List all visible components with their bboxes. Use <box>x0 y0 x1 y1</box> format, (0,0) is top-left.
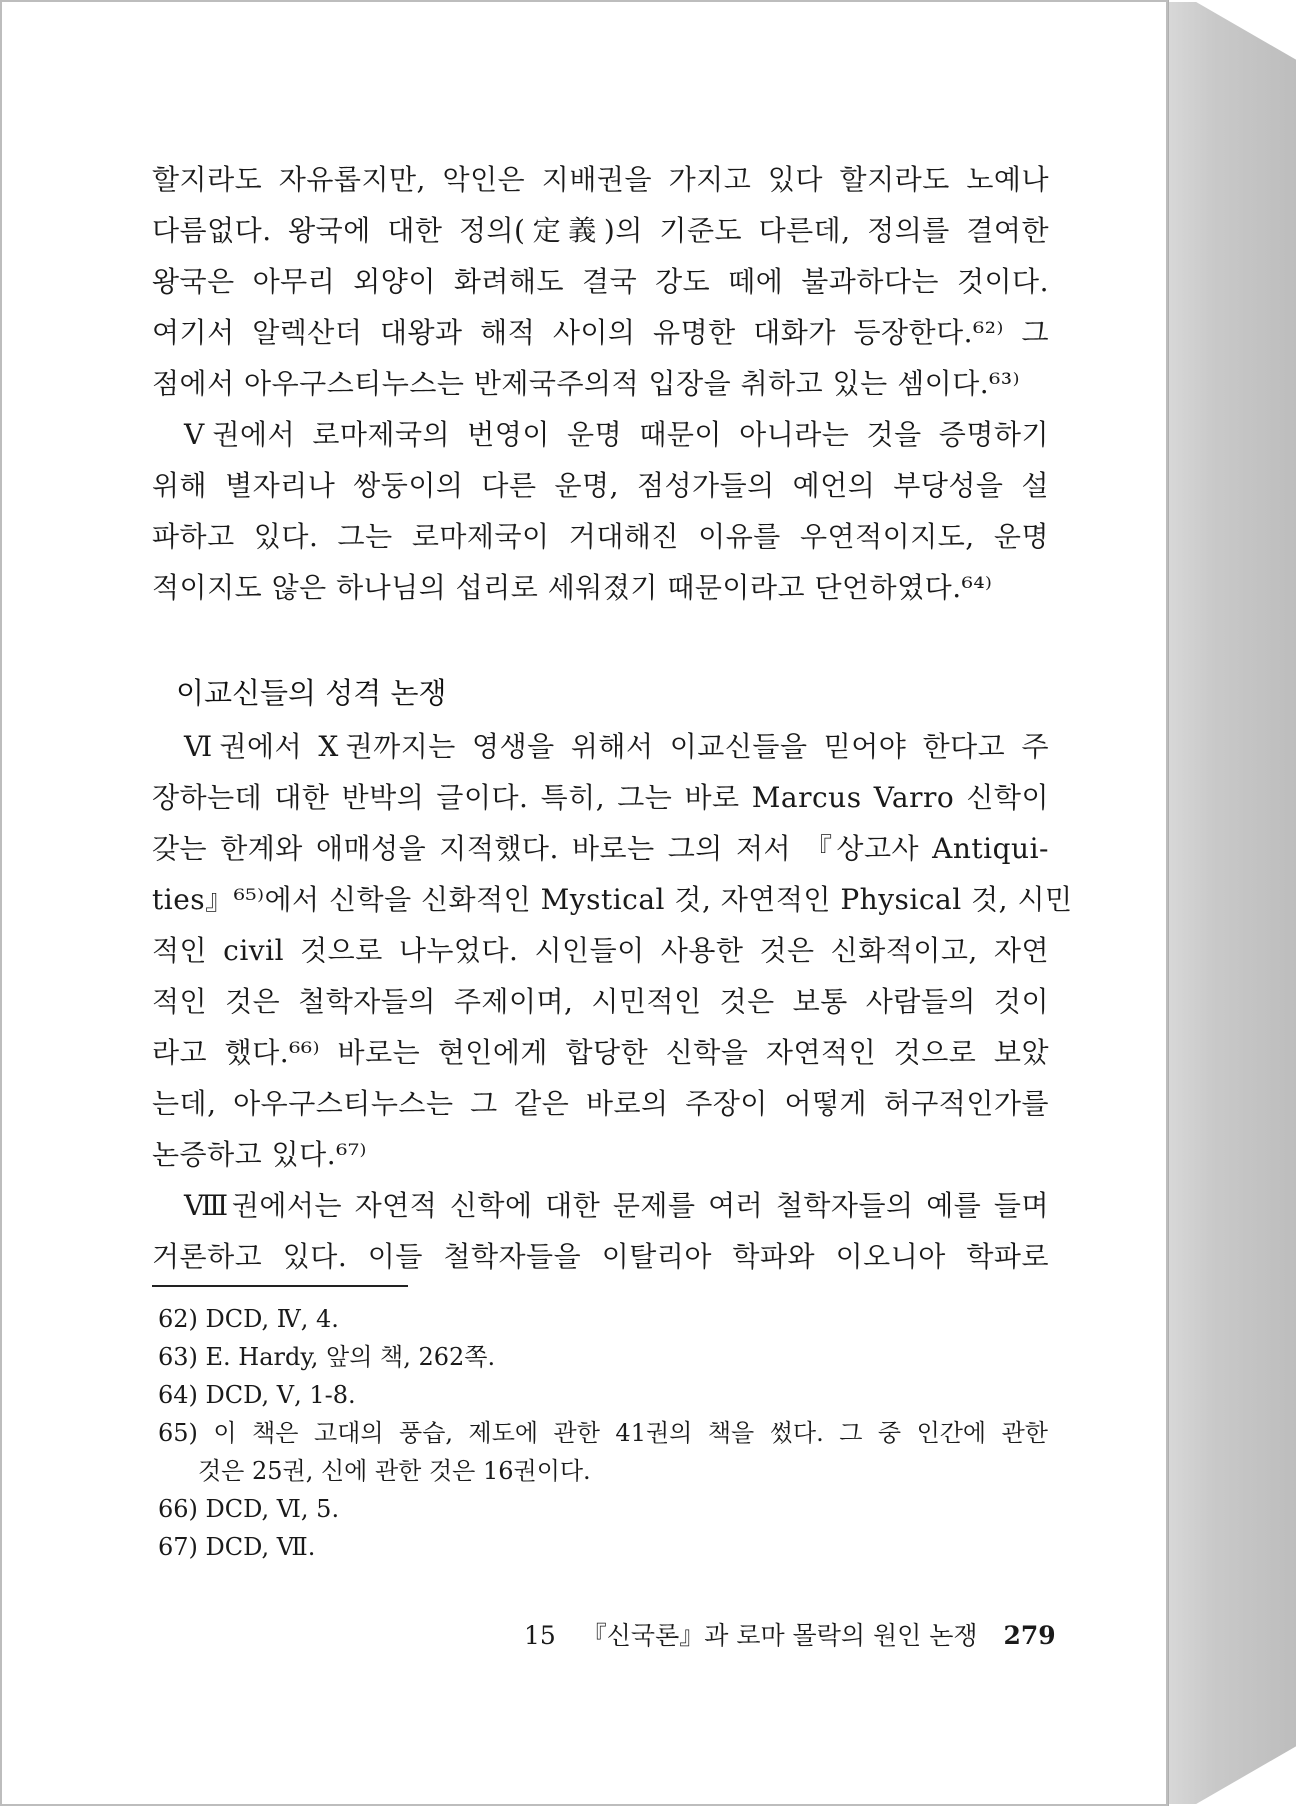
footnote: 62) DCD, Ⅳ, 4. <box>158 1305 339 1333</box>
footnote: 66) DCD, Ⅵ, 5. <box>158 1495 340 1523</box>
chapter-number: 15 <box>524 1621 556 1650</box>
body-line: 파하고 있다. 그는 로마제국이 거대해진 이유를 우연적이지도, 운명 <box>152 520 1049 553</box>
body-line: 점에서 아우구스티누스는 반제국주의적 입장을 취하고 있는 셈이다.⁶³⁾ <box>152 367 1020 400</box>
body-line: 갖는 한계와 애매성을 지적했다. 바로는 그의 저서 『상고사 Antiqui- <box>152 832 1049 865</box>
page-edge-line <box>1168 0 1169 1806</box>
footnote-divider <box>152 1285 408 1287</box>
body-line: 다름없다. 왕국에 대한 정의(定義)의 기준도 다른데, 정의를 결여한 <box>152 214 1049 247</box>
footnote: 63) E. Hardy, 앞의 책, 262쪽. <box>158 1343 496 1371</box>
footnotes <box>158 1300 1048 1566</box>
body-line: 여기서 알렉산더 대왕과 해적 사이의 유명한 대화가 등장한다.⁶²⁾ 그 <box>152 316 1049 349</box>
body-line: 할지라도 자유롭지만, 악인은 지배권을 가지고 있다 할지라도 노예나 <box>152 163 1049 196</box>
body-line: 위해 별자리나 쌍둥이의 다른 운명, 점성가들의 예언의 부당성을 설 <box>152 469 1049 502</box>
running-footer <box>524 1616 1056 1656</box>
body-line: 장하는데 대한 반박의 글이다. 특히, 그는 바로 Marcus Varro 신학이 <box>152 781 1049 814</box>
chapter-title: 『신국론』과 로마 몰락의 원인 논쟁 <box>581 1621 978 1650</box>
section-gap <box>152 613 1049 665</box>
body-line: 거론하고 있다. 이들 철학자들을 이탈리아 학파와 이오니아 학파로 <box>152 1240 1049 1273</box>
body-line: 라고 했다.⁶⁶⁾ 바로는 현인에게 합당한 신학을 자연적인 것으로 보았 <box>152 1036 1049 1069</box>
body-line: Ⅷ권에서는 자연적 신학에 대한 문제를 여러 철학자들의 예를 들며 <box>184 1189 1049 1222</box>
section-heading: 이교신들의 성격 논쟁 <box>176 676 447 710</box>
body-line: Ⅴ권에서 로마제국의 번영이 운명 때문이 아니라는 것을 증명하기 <box>184 418 1049 451</box>
page-edge-thickness <box>1168 2 1296 1804</box>
page-number: 279 <box>1003 1621 1056 1650</box>
body-line: 왕국은 아무리 외양이 화려해도 결국 강도 떼에 불과하다는 것이다. <box>152 265 1049 298</box>
body-line: 적인 것은 철학자들의 주제이며, 시민적인 것은 보통 사람들의 것이 <box>152 985 1049 1018</box>
body-line: 적인 civil 것으로 나누었다. 시인들이 사용한 것은 신화적이고, 자연 <box>152 934 1049 967</box>
footnote: 64) DCD, Ⅴ, 1-8. <box>158 1381 356 1409</box>
body-text <box>152 154 1073 1282</box>
body-line: 적이지도 않은 하나님의 섭리로 세워졌기 때문이라고 단언하였다.⁶⁴⁾ <box>152 571 993 604</box>
footnote: 67) DCD, Ⅶ. <box>158 1533 316 1561</box>
footnote-continuation: 것은 25권, 신에 관한 것은 16권이다. <box>198 1457 591 1485</box>
body-line: 논증하고 있다.⁶⁷⁾ <box>152 1138 367 1171</box>
body-line: Ⅵ권에서 Ⅹ권까지는 영생을 위해서 이교신들을 믿어야 한다고 주 <box>184 730 1049 763</box>
footnote: 65) 이 책은 고대의 풍습, 제도에 관한 41권의 책을 썼다. 그 중 인간에 관한 <box>158 1419 1048 1447</box>
body-line: 는데, 아우구스티누스는 그 같은 바로의 주장이 어떻게 허구적인가를 <box>152 1087 1049 1120</box>
body-line: ties』⁶⁵⁾에서 신학을 신화적인 Mystical 것, 자연적인 Physical 것, 시민 <box>152 883 1073 916</box>
